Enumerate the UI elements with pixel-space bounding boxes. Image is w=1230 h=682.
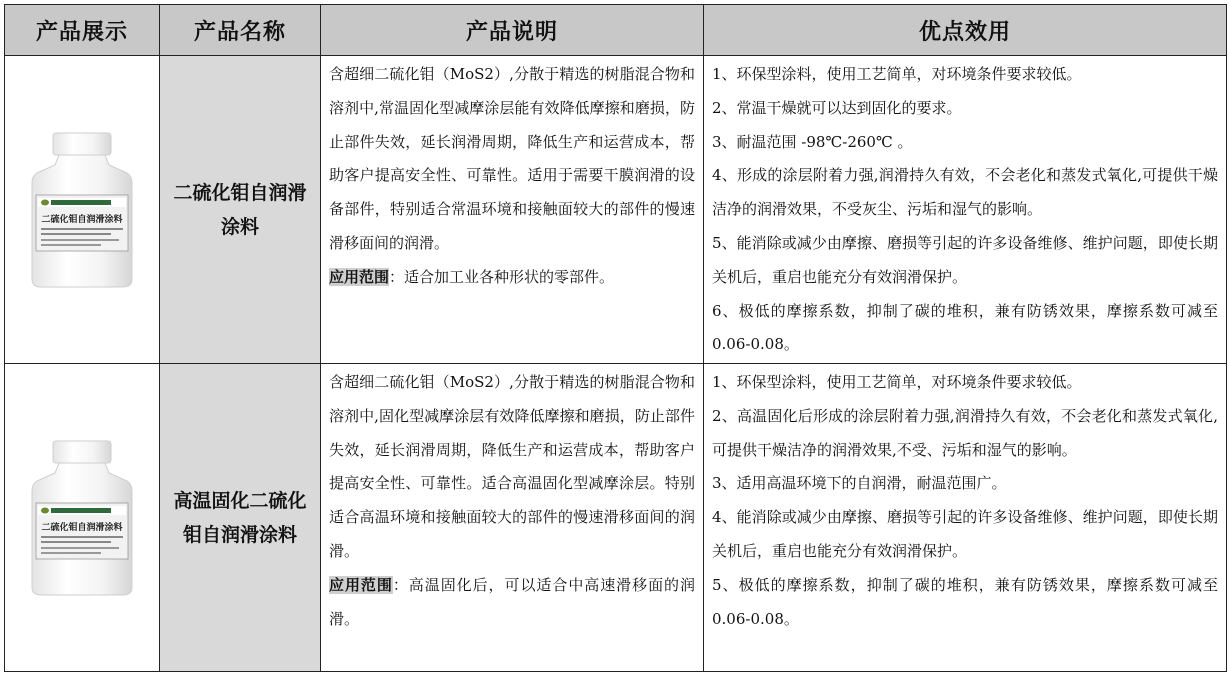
product-name-cell <box>160 56 321 364</box>
product-name-line2: 涂料 <box>220 215 259 238</box>
header-display: 产品展示 <box>5 5 160 56</box>
product-image-cell <box>5 56 160 364</box>
header-advantages: 优点效用 <box>704 5 1227 56</box>
product-description: 含超细二硫化钼（MoS2）,分散于精选的树脂混合物和溶剂中,常温固化型减摩涂层能有效降低摩擦和磨损，防止部件失效，延长润滑周期，降低生产和运营成本，帮助客户提高安全性、可靠性。适用于需要干膜润滑的设备部件，特别适合常温环境和接触面较大的部件的慢速滑移面间的润滑。 <box>329 65 695 252</box>
advantage-item: 4、能消除或减少由摩擦、磨损等引起的许多设备维修、维护问题，即使长期关机后，重启也能充分有效润滑保护。 <box>712 508 1218 560</box>
application-scope <box>329 569 695 637</box>
scope-text: ：适合加工业各种形状的零部件。 <box>389 267 615 286</box>
advantage-item: 2、常温干燥就可以达到固化的要求。 <box>712 98 962 117</box>
advantage-item: 1、环保型涂料，使用工艺简单，对环境条件要求较低。 <box>712 373 1082 391</box>
header-row <box>5 5 1227 56</box>
advantage-item: 5、极低的摩擦系数，抑制了碳的堆积，兼有防锈效果，摩擦系数可减至 0.06-0.08。 <box>712 575 1218 628</box>
advantage-item: 6、极低的摩擦系数，抑制了碳的堆积，兼有防锈效果，摩擦系数可减至 0.06-0.08。 <box>712 301 1218 354</box>
table-row <box>5 56 1227 364</box>
scope-label: 应用范围 <box>329 575 393 594</box>
product-advantages-cell <box>704 364 1227 672</box>
advantage-item: 3、适用高温环境下的自润滑，耐温范围广。 <box>712 474 1007 493</box>
advantage-item: 2、高温固化后形成的涂层附着力强,润滑持久有效，不会老化和蒸发式氧化,可提供干燥洁净的润滑效果,不受、污垢和湿气的影响。 <box>712 406 1218 459</box>
application-scope <box>329 261 695 295</box>
header-name: 产品名称 <box>160 5 321 56</box>
bottle-image <box>29 131 135 289</box>
advantage-item: 1、环保型涂料，使用工艺简单，对环境条件要求较低。 <box>712 65 1082 83</box>
advantage-item: 5、能消除或减少由摩擦、磨损等引起的许多设备维修、维护问题，即使长期关机后，重启也能充分有效润滑保护。 <box>712 233 1218 286</box>
product-name-line1: 二硫化钼自润滑 <box>173 181 307 204</box>
table-row <box>5 364 1227 672</box>
product-image-cell <box>5 364 160 672</box>
product-advantages-cell <box>704 56 1227 364</box>
product-name-line1: 高温固化二硫化 <box>173 489 307 512</box>
scope-label: 应用范围 <box>329 267 390 286</box>
product-name-line2: 钼自润滑涂料 <box>182 523 297 546</box>
product-name-cell <box>160 364 321 672</box>
header-description: 产品说明 <box>321 5 704 56</box>
product-table <box>4 4 1227 672</box>
product-description: 含超细二硫化钼（MoS2）,分散于精选的树脂混合物和溶剂中,固化型减摩涂层有效降低摩擦和磨损，防止部件失效，延长润滑周期，降低生产和运营成本，帮助客户提高安全性、可靠性。适合高温固化型减摩涂层。特别适合高温环境和接触面较大的部件的慢速滑移面间的润滑。 <box>329 373 695 560</box>
advantage-item: 3、耐温范围 -98℃-260℃ 。 <box>712 132 913 151</box>
bottle-label-text: 二硫化钼自润滑涂料 <box>41 214 123 225</box>
scope-text: ：高温固化后，可以适合中高速滑移面的润滑。 <box>329 575 695 628</box>
advantage-item: 4、形成的涂层附着力强,润滑持久有效，不会老化和蒸发式氧化,可提供干燥洁净的润滑效果，不受灰尘、污垢和湿气的影响。 <box>712 166 1218 219</box>
bottle-image <box>29 439 135 597</box>
product-description-cell <box>321 56 704 364</box>
bottle-label-text: 二硫化钼自润滑涂料 <box>41 522 123 533</box>
product-description-cell <box>321 364 704 672</box>
